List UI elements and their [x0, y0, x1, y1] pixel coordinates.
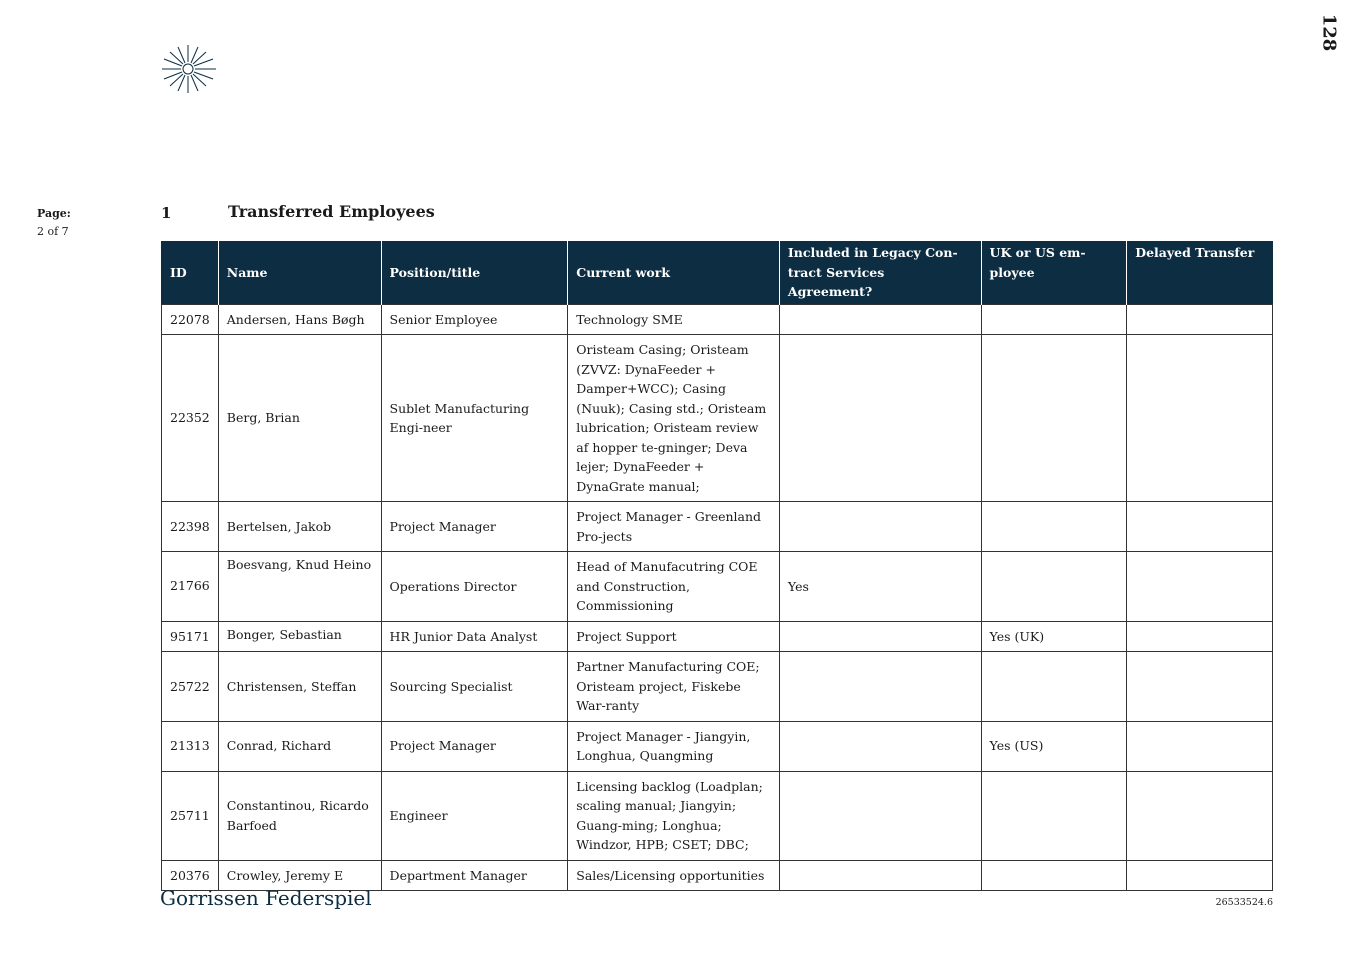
- column-header-position: Position/title: [381, 241, 568, 304]
- cell-work: Project Manager - Greenland Pro-jects: [568, 502, 780, 552]
- cell-id: 25711: [162, 771, 219, 860]
- starburst-logo-icon: [160, 44, 218, 94]
- cell-id: 21313: [162, 721, 219, 771]
- cell-uk-us: [981, 860, 1127, 891]
- cell-name: Bertelsen, Jakob: [218, 502, 381, 552]
- cell-legacy: [779, 502, 981, 552]
- cell-name: Boesvang, Knud Heino: [218, 552, 381, 622]
- cell-uk-us: [981, 652, 1127, 722]
- cell-uk-us: [981, 502, 1127, 552]
- cell-id: 95171: [162, 621, 219, 652]
- cell-id: 22398: [162, 502, 219, 552]
- cell-name: Constantinou, Ricardo Barfoed: [218, 771, 381, 860]
- cell-uk-us: [981, 552, 1127, 622]
- table-row: [162, 621, 1273, 652]
- cell-delayed: [1127, 335, 1273, 502]
- table-row: [162, 335, 1273, 502]
- cell-name: Conrad, Richard: [218, 721, 381, 771]
- cell-uk-us: [981, 771, 1127, 860]
- cell-work: Project Support: [568, 621, 780, 652]
- cell-name: Berg, Brian: [218, 335, 381, 502]
- transferred-employees-table: [161, 241, 1273, 891]
- cell-work: Partner Manufacturing COE; Oristeam project, Fiskebe War-ranty: [568, 652, 780, 722]
- cell-uk-us: [981, 335, 1127, 502]
- cell-position: Engineer: [381, 771, 568, 860]
- cell-uk-us: Yes (UK): [981, 621, 1127, 652]
- cell-name: Bonger, Sebastian: [218, 621, 381, 652]
- cell-position: HR Junior Data Analyst: [381, 621, 568, 652]
- section-number: 1: [161, 204, 172, 222]
- cell-legacy: [779, 860, 981, 891]
- cell-id: 22352: [162, 335, 219, 502]
- cell-legacy: [779, 621, 981, 652]
- cell-legacy: [779, 304, 981, 335]
- cell-position: Sourcing Specialist: [381, 652, 568, 722]
- column-header-name: Name: [218, 241, 381, 304]
- table-row: [162, 771, 1273, 860]
- footer-document-number: 26533524.6: [1215, 897, 1273, 908]
- cell-uk-us: Yes (US): [981, 721, 1127, 771]
- cell-name: Christensen, Steffan: [218, 652, 381, 722]
- cell-legacy: Yes: [779, 552, 981, 622]
- cell-delayed: [1127, 502, 1273, 552]
- cell-name: Crowley, Jeremy E: [218, 860, 381, 891]
- cell-position: Operations Director: [381, 552, 568, 622]
- page-label: Page:: [37, 207, 71, 220]
- cell-delayed: [1127, 652, 1273, 722]
- cell-delayed: [1127, 552, 1273, 622]
- footer-brand-wordmark: Gorrissen Federspiel: [160, 886, 372, 910]
- cell-work: Head of Manufacutring COE and Construction, Commissioning: [568, 552, 780, 622]
- cell-id: 20376: [162, 860, 219, 891]
- cell-work: Project Manager - Jiangyin, Longhua, Quangming: [568, 721, 780, 771]
- table-row: [162, 304, 1273, 335]
- table-row: [162, 652, 1273, 722]
- page-number: 128: [1318, 13, 1340, 52]
- cell-legacy: [779, 335, 981, 502]
- column-header-id: ID: [162, 241, 219, 304]
- cell-work: Technology SME: [568, 304, 780, 335]
- cell-delayed: [1127, 304, 1273, 335]
- table-row: [162, 552, 1273, 622]
- cell-legacy: [779, 771, 981, 860]
- cell-delayed: [1127, 860, 1273, 891]
- cell-work: Sales/Licensing opportunities: [568, 860, 780, 891]
- cell-position: Senior Employee: [381, 304, 568, 335]
- table-header-row: [162, 241, 1273, 304]
- cell-id: 25722: [162, 652, 219, 722]
- cell-delayed: [1127, 621, 1273, 652]
- column-header-current-work: Current work: [568, 241, 780, 304]
- cell-position: Project Manager: [381, 721, 568, 771]
- page-of-count: 2 of 7: [37, 225, 69, 238]
- table-row: [162, 502, 1273, 552]
- cell-legacy: [779, 721, 981, 771]
- section-title: Transferred Employees: [228, 202, 435, 221]
- column-header-delayed-transfer: Delayed Transfer: [1127, 241, 1273, 304]
- cell-id: 21766: [162, 552, 219, 622]
- cell-uk-us: [981, 304, 1127, 335]
- table-row: [162, 721, 1273, 771]
- cell-name: Andersen, Hans Bøgh: [218, 304, 381, 335]
- cell-legacy: [779, 652, 981, 722]
- cell-work: Licensing backlog (Loadplan; scaling manual; Jiangyin; Guang-ming; Longhua; Windzor, HPB; CSET; DBC;: [568, 771, 780, 860]
- cell-delayed: [1127, 721, 1273, 771]
- column-header-legacy-agreement: Included in Legacy Con-tract Services Agreement?: [779, 241, 981, 304]
- cell-position: Project Manager: [381, 502, 568, 552]
- cell-position: Department Manager: [381, 860, 568, 891]
- cell-work: Oristeam Casing; Oristeam (ZVVZ: DynaFeeder + Damper+WCC); Casing (Nuuk); Casing std.; Oristeam lubrication; Oristeam review af hopper te-gninger; Deva lejer; DynaFeeder + DynaGrate manual;: [568, 335, 780, 502]
- cell-id: 22078: [162, 304, 219, 335]
- column-header-uk-us-employee: UK or US em-ployee: [981, 241, 1127, 304]
- cell-position: Sublet Manufacturing Engi-neer: [381, 335, 568, 502]
- cell-delayed: [1127, 771, 1273, 860]
